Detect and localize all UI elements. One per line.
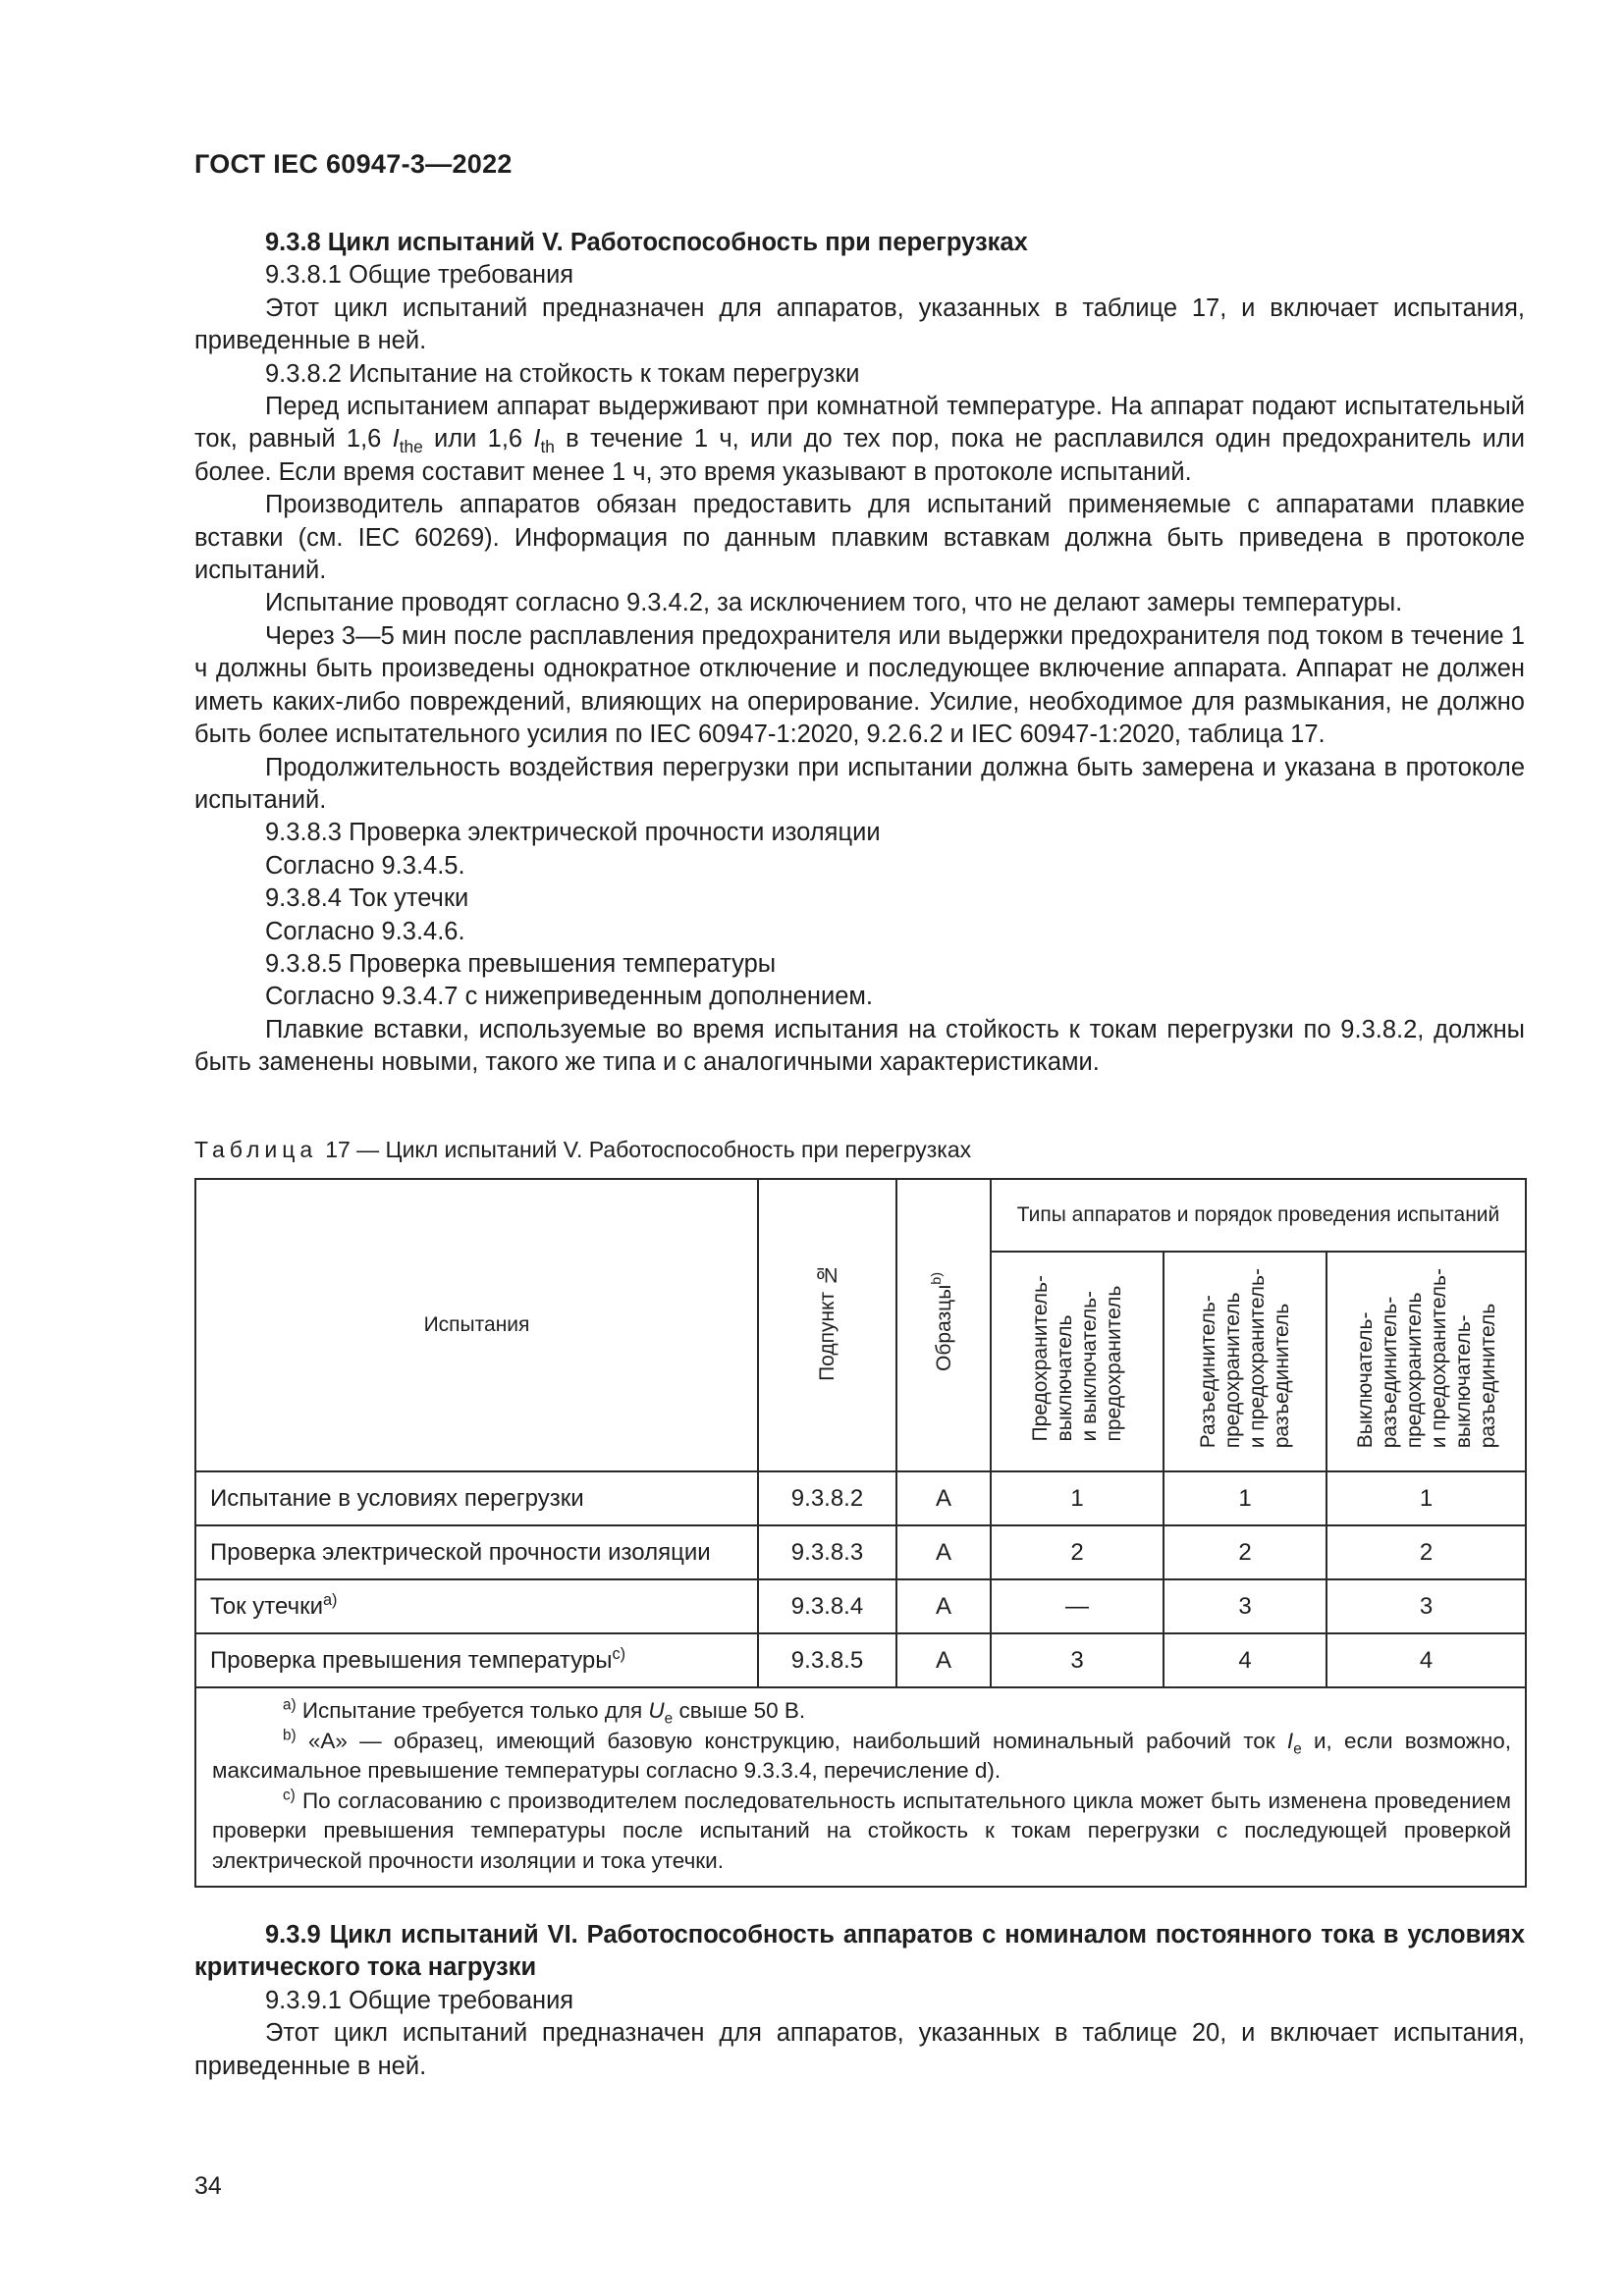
footnote-a: $^{a)}$ Испытание требуется только для $U_e$ свыше 50 В. <box>283 1696 806 1728</box>
paragraph: Плавкие вставки, используемые во время испытания на стойкость к токам перегрузки по 9.3.8.2, должны быть заменены новыми, такого же типа и с аналогичными характеристиками. <box>194 1015 1525 1077</box>
table-row: Испытание в условиях перегрузки 9.3.8.2 A 1 1 1 <box>195 1471 1526 1525</box>
table-row: Ток утечки$^{a)}$ 9.3.8.4 A — 3 3 <box>195 1579 1526 1633</box>
table-caption: Таблица 17 — Цикл испытаний V. Работоспособность при перегрузках <box>194 1137 972 1162</box>
paragraph: Перед испытанием аппарат выдерживают при комнатной температуре. На аппарат подают испытательный ток, равный 1,6 $I_{the}$ или 1,6 $I_{th}$ в течение 1 ч, или до тех пор, пока не расплавился один предохранитель или более. Если время составит менее 1 ч, это время указывают в протоколе испытаний. <box>194 393 1525 486</box>
paragraph: Этот цикл испытаний предназначен для аппаратов, указанных в таблице 17, и включает испытания, приведенные в ней. <box>194 294 1525 355</box>
document-header: ГОСТ IEC 60947-3—2022 <box>194 149 513 179</box>
col-header-device-types: Типы аппаратов и порядок проведения испытаний <box>991 1179 1526 1252</box>
table-row: Проверка электрической прочности изоляции 9.3.8.3 A 2 2 2 <box>195 1525 1526 1579</box>
paragraph: Испытание проводят согласно 9.3.4.2, за исключением того, что не делают замеры температуры. <box>265 589 1403 617</box>
col-header-type-3: Выключатель- разъединитель- предохранитель и предохранитель- выключатель- разъединитель <box>1326 1252 1526 1471</box>
col-header-samples: Образцы$^{b)}$ <box>896 1179 991 1471</box>
section-9-3-8 <box>194 227 1525 1080</box>
col-header-type-2: Разъединитель- предохранитель и предохранитель- разъединитель <box>1164 1252 1326 1471</box>
section-9-3-9 <box>194 1919 1525 2083</box>
footnote-c: $^{c)}$ По согласованию с производителем последовательность испытательного цикла может быть изменена проведением проверки превышения температуры после испытаний на стойкость к токам перегрузки с последующей проверкой электрической прочности изоляции и тока утечки. <box>212 1787 1512 1873</box>
footnote-b: $^{b)}$ «А» — образец, имеющий базовую конструкцию, наибольший номинальный рабочий ток $I_e$ и, если возможно, максимальное превышение температуры согласно 9.3.3.4, перечисление d). <box>212 1727 1512 1783</box>
paragraph: 9.3.9.1 Общие требования <box>265 1986 574 2014</box>
paragraph: 9.3.8.4 Ток утечки <box>265 884 469 913</box>
paragraph: 9.3.8.5 Проверка превышения температуры <box>265 949 777 978</box>
col-header-tests: Испытания <box>195 1179 758 1471</box>
paragraph: Производитель аппаратов обязан предоставить для испытаний применяемые с аппаратами плавкие вставки (см. IEC 60269). Информация по данным плавким вставкам должна быть приведена в протоколе испытаний. <box>194 491 1525 585</box>
col-header-type-1: Предохранитель- выключатель и выключатель- предохранитель <box>991 1252 1164 1471</box>
paragraph: Согласно 9.3.4.5. <box>265 851 465 880</box>
page-number: 34 <box>194 2172 222 2200</box>
paragraph: Продолжительность воздействия перегрузки при испытании должна быть замерена и указана в протоколе испытаний. <box>194 753 1525 814</box>
paragraph: 9.3.8.3 Проверка электрической прочности изоляции <box>265 819 881 847</box>
paragraph: Согласно 9.3.4.6. <box>265 917 465 945</box>
paragraph: Через 3—5 мин после расплавления предохранителя или выдержки предохранителя под током в течение 1 ч должны быть произведены однократное отключение и последующее включение аппарата. Аппарат не должен иметь каких-либо повреждений, влияющих на оперирование. Усилие, необходимое для размыкания, не должно быть более испытательного усилия по IEC 60947-1:2020, 9.2.6.2 и IEC 60947-1:2020, таблица 17. <box>194 621 1525 749</box>
section-heading: 9.3.8 Цикл испытаний V. Работоспособность при перегрузках <box>265 229 1028 256</box>
paragraph: Этот цикл испытаний предназначен для аппаратов, указанных в таблице 20, и включает испытания, приведенные в ней. <box>194 2019 1525 2080</box>
section-heading: 9.3.9 Цикл испытаний VI. Работоспособность аппаратов с номиналом постоянного тока в условиях критического тока нагрузки <box>194 1921 1525 1982</box>
table-row: Проверка превышения температуры$^{c)}$ 9.3.8.5 A 3 4 4 <box>195 1633 1526 1687</box>
table-17 <box>194 1178 1527 1888</box>
paragraph: 9.3.8.2 Испытание на стойкость к токам перегрузки <box>265 359 860 388</box>
paragraph: Согласно 9.3.4.7 с нижеприведенным дополнением. <box>265 983 874 1011</box>
paragraph: 9.3.8.1 Общие требования <box>265 261 574 290</box>
col-header-subclause: Подпункт № <box>758 1179 896 1471</box>
table-footnotes <box>195 1687 1526 1887</box>
